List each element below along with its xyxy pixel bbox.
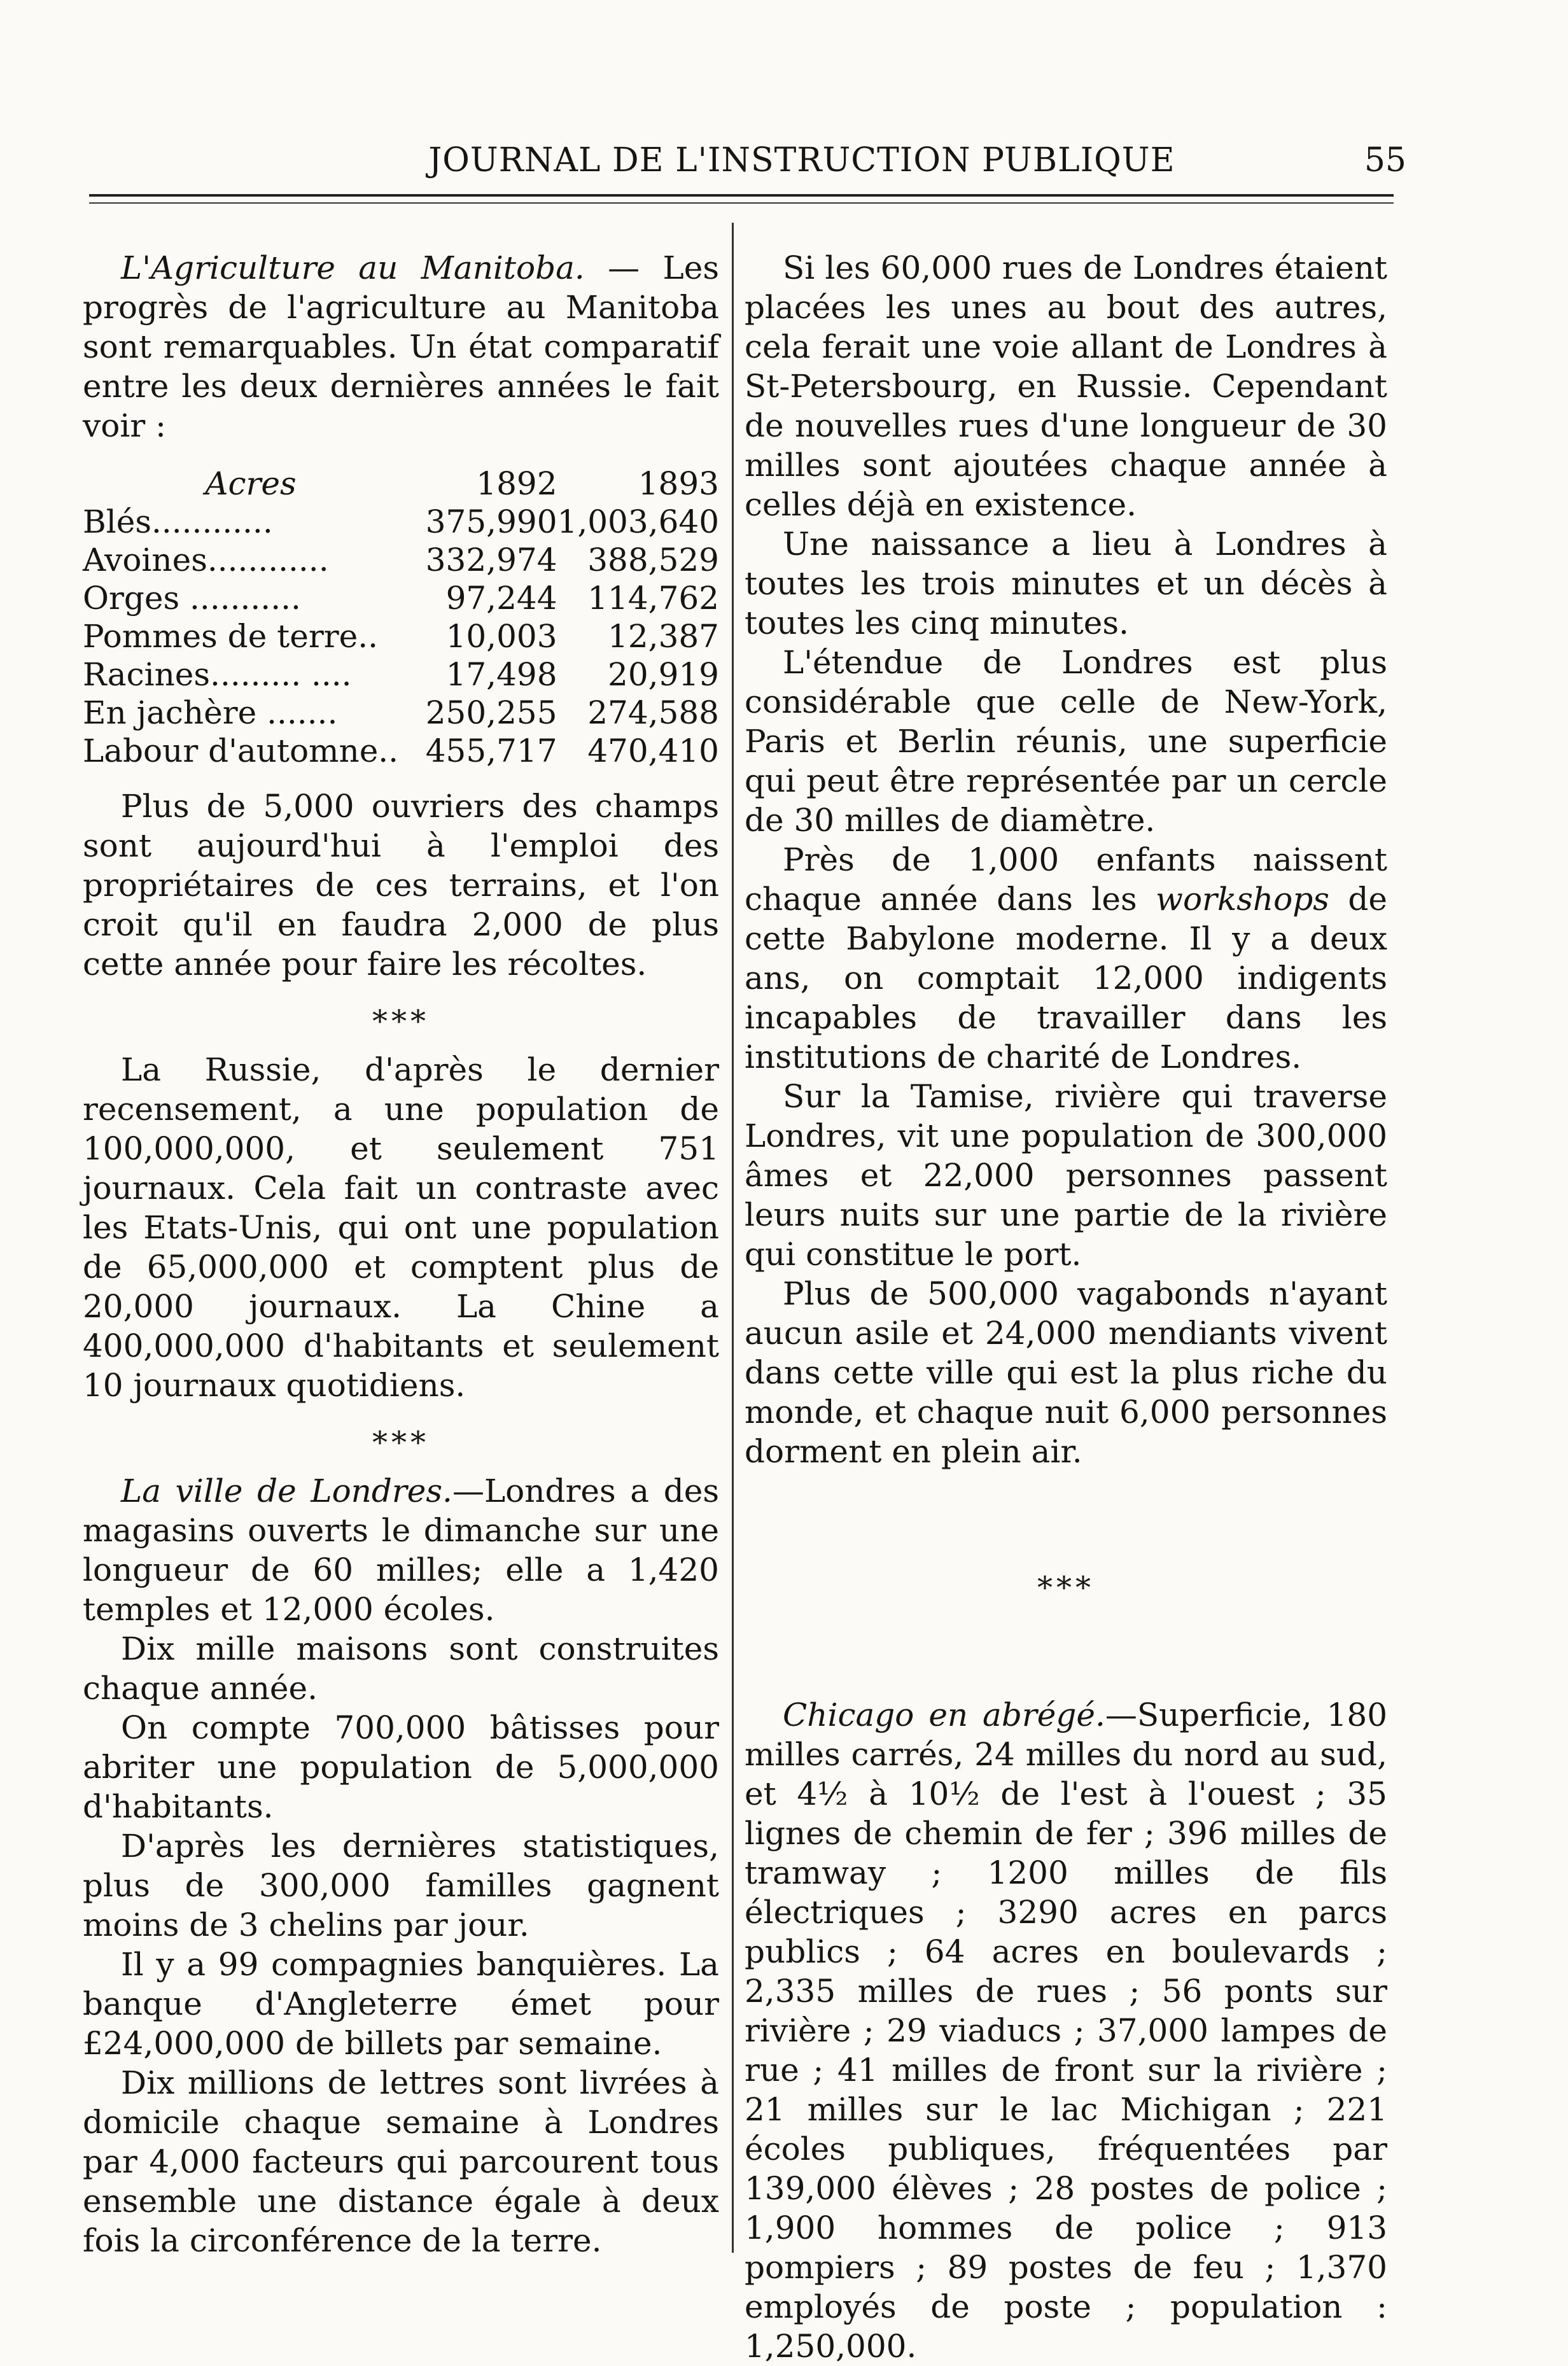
column-divider: [732, 223, 734, 2253]
right-column: [745, 248, 1387, 2366]
chicago-title: Chicago en abrégé.: [783, 1697, 1105, 1733]
enfants-text-b: de cette Babylone moderne. Il y a deux ans, on comptait 12,000 indigents incapables de travailler dans les institutions de charité de Londres.: [745, 881, 1387, 1075]
journal-title: JOURNAL DE L'INSTRUCTION PUBLIQUE: [428, 141, 1175, 179]
section-separator: ***: [372, 1004, 430, 1039]
section-separator: ***: [1037, 1570, 1095, 1606]
crop-value-1893: 470,410: [587, 732, 719, 769]
crop-value-1893: 20,919: [608, 656, 719, 693]
naissance-paragraph: Une naissance a lieu à Londres à toutes les trois minutes et un décès à toutes les cinq minutes.: [745, 526, 1387, 641]
crops-table-header: [83, 465, 719, 503]
agriculture-after-paragraph: Plus de 5,000 ouvriers des champs sont aujourd'hui à l'emploi des propriétaires de ces terrains, et l'on croit qu'il en faudra 2,000 de plus cette année pour faire les récoltes.: [83, 788, 719, 983]
chicago-text: —Superficie, 180 milles carrés, 24 milles du nord au sud, et 4½ à 10½ de l'est à l'ouest ; 35 lignes de chemin de fer ; 396 milles de tramway ; 1200 milles de fils électriques ; 3290 acres en parcs publics ; 64 acres en boulevards ; 2,335 milles de rues ; 56 ponts sur rivière ; 29 viaducs ; 37,000 lampes de rue ; 41 milles de front sur la rivière ; 21 milles sur le lac Michigan ; 221 écoles publiques, fréquentées par 139,000 élèves ; 28 postes de police ; 1,900 hommes de police ; 913 pompiers ; 89 postes de feu ; 1,370 employés de poste ; population : 1,250,000.: [745, 1697, 1387, 2365]
crop-name: Pommes de terre..: [83, 618, 379, 655]
enfants-paragraph: [745, 840, 1387, 1077]
chicago-paragraph: [745, 1695, 1387, 2366]
londres-text: —Londres a des magasins ouverts le dimanche sur une longueur de 60 milles; elle a 1,420 temples et 12,000 écoles.: [83, 1473, 719, 1628]
crop-name: Orges ...........: [83, 580, 301, 617]
spacer: [745, 1616, 1387, 1695]
left-column: [83, 248, 719, 2260]
page-header: [89, 141, 1406, 192]
londres-paragraph-6: Dix millions de lettres sont livrées à domicile chaque semaine à Londres par 4,000 facteurs qui parcourent tous ensemble une distance égale à deux fois la circonférence de la terre.: [83, 2064, 719, 2259]
crop-name: Racines......... ....: [83, 656, 352, 693]
table-row: [83, 694, 719, 732]
tamise-paragraph: Sur la Tamise, rivière qui traverse Londres, vit une population de 300,000 âmes et 22,000 personnes passent leurs nuits sur une partie de la rivière qui constitue le port.: [745, 1078, 1387, 1273]
header-rule-thick: [89, 194, 1394, 197]
etendue-paragraph: L'étendue de Londres est plus considérable que celle de New-York, Paris et Berlin réunis, une superficie qui peut être représentée par un cercle de 30 milles de diamètre.: [745, 644, 1387, 839]
table-row: [83, 732, 719, 770]
crop-value-1893: 114,762: [587, 580, 719, 617]
crop-name: Avoines............: [83, 542, 329, 578]
table-row: [83, 655, 719, 694]
crop-name: En jachère .......: [83, 694, 338, 731]
londres-rues-paragraph: Si les 60,000 rues de Londres étaient placées les unes au bout des autres, cela ferait une voie allant de Londres à St-Petersbourg, en Russie. Cependant de nouvelles rues d'une longueur de 30 milles sont ajoutées chaque année à celles déjà en existence.: [745, 249, 1387, 523]
crops-table: [83, 465, 719, 770]
vagabonds-paragraph: Plus de 500,000 vagabonds n'ayant aucun asile et 24,000 mendiants vivent dans cette ville qui est la plus riche du monde, et chaque nuit 6,000 personnes dorment en plein air.: [745, 1275, 1387, 1470]
header-rule-thin: [89, 202, 1394, 204]
crop-value-1892: 332,974: [425, 542, 557, 578]
londres-paragraph-4: D'après les dernières statistiques, plus de 300,000 familles gagnent moins de 3 chelins par jour.: [83, 1828, 719, 1943]
crop-value-1893: 12,387: [608, 618, 719, 655]
crop-value-1892: 455,717: [425, 732, 557, 769]
londres-paragraph-5: Il y a 99 compagnies banquières. La banque d'Angleterre émet pour £24,000,000 de billets par semaine.: [83, 1946, 719, 2062]
agriculture-paragraph: [83, 248, 719, 445]
table-row: [83, 541, 719, 579]
crop-value-1893: 1,003,640: [557, 503, 719, 540]
crops-header-year2: 1893: [638, 465, 719, 502]
londres-paragraph-3: On compte 700,000 bâtisses pour abriter une population de 5,000,000 d'habitants.: [83, 1709, 719, 1825]
agriculture-text: — Les progrès de l'agriculture au Manitoba sont remarquables. Un état comparatif entre les deux dernières années le fait voir :: [83, 249, 719, 444]
crop-value-1893: 274,588: [587, 694, 719, 731]
enfants-text-a: Près de 1,000 enfants naissent chaque année dans les: [745, 841, 1387, 918]
table-row: [83, 579, 719, 617]
agriculture-title: L'Agriculture au Manitoba.: [121, 249, 585, 286]
page-number: 55: [1364, 141, 1406, 179]
crop-name: Blés............: [83, 503, 273, 540]
crop-name: Labour d'automne..: [83, 732, 399, 769]
table-row: [83, 617, 719, 655]
londres-paragraph: [83, 1471, 719, 1629]
crops-header-year1: 1892: [476, 465, 557, 502]
russie-paragraph: La Russie, d'après le dernier recensement, a une population de 100,000,000, et seulement 751 journaux. Cela fait un contraste avec les Etats-Unis, qui ont une population de 65,000,000 et comptent plus de 20,000 journaux. La Chine a 400,000,000 d'habitants et seulement 10 journaux quotidiens.: [83, 1051, 719, 1404]
londres-title: La ville de Londres.: [121, 1473, 452, 1509]
crop-value-1892: 97,244: [445, 580, 557, 617]
crop-value-1892: 17,498: [445, 656, 557, 693]
spacer: [745, 1471, 1387, 1550]
crop-value-1892: 375,990: [425, 503, 557, 540]
crop-value-1892: 250,255: [425, 694, 557, 731]
londres-paragraph-2: Dix mille maisons sont construites chaque année.: [83, 1630, 719, 1707]
crop-value-1893: 388,529: [587, 542, 719, 578]
table-row: [83, 503, 719, 541]
section-separator: ***: [372, 1425, 430, 1460]
crop-value-1892: 10,003: [445, 618, 557, 655]
crops-header-label: Acres: [205, 465, 297, 502]
workshops-word: workshops: [1156, 881, 1329, 918]
